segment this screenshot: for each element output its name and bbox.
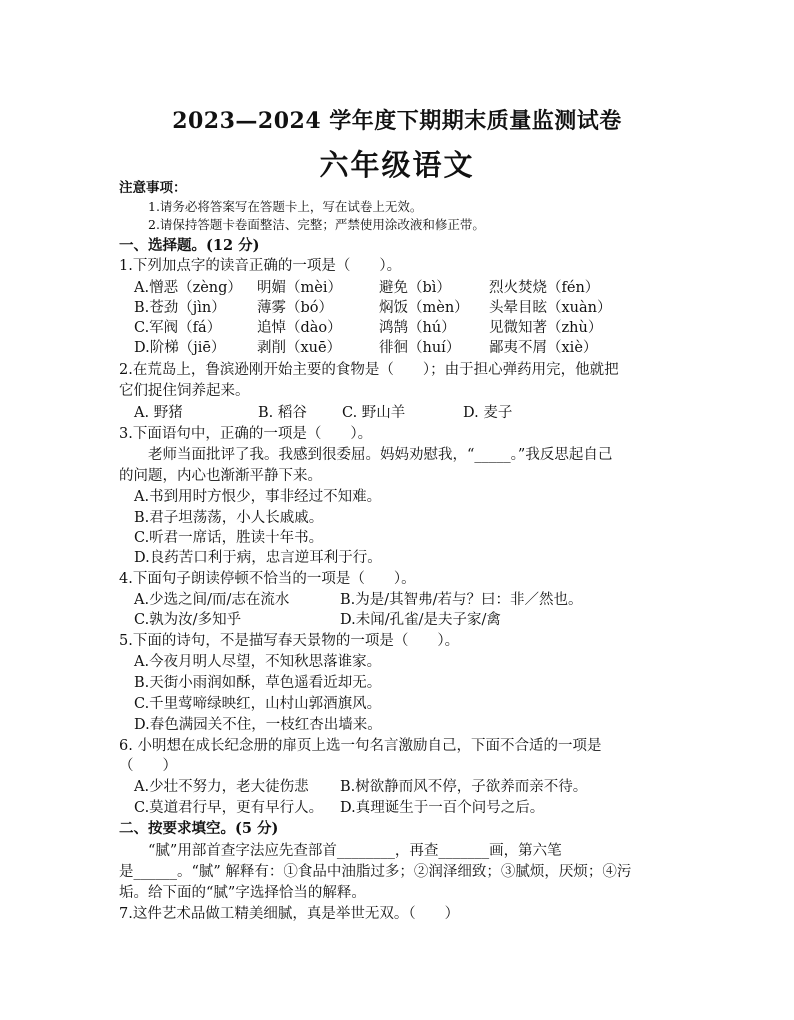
section2-text: 是______。“腻” 解释有：①食品中油脂过多；②润泽细致；③腻烦，厌烦；④污 — [119, 864, 632, 880]
q1-word: 头晕目眩（xuàn） — [489, 300, 612, 316]
q1-word: A.憎恶（zèng） — [134, 280, 242, 296]
q3-option: C.听君一席话，胜读十年书。 — [134, 530, 324, 546]
q3-passage: 老师当面批评了我。我感到很委屈。妈妈劝慰我，“_____。”我反思起自己 — [148, 447, 613, 463]
q3-option: A.书到用时方恨少，事非经过不知难。 — [134, 489, 382, 505]
q2-option: C. 野山羊 — [342, 405, 406, 421]
q2-options — [134, 403, 694, 423]
q1-word: 剥削（xuē） — [257, 340, 342, 356]
q1-word: C.军阀（fá） — [134, 320, 222, 336]
q4-options — [134, 590, 694, 610]
q5-option: A.今夜月明人尽望，不知秋思落谁家。 — [134, 654, 382, 670]
section1-heading: 一、选择题。(12 分) — [119, 237, 260, 254]
section2-text: “腻”用部首查字法应先查部首________，再查_______画，第六笔 — [148, 843, 562, 859]
q6-option: B.树欲静而风不停，子欲养而亲不待。 — [340, 779, 588, 795]
note-item: 1.请务必将答案写在答题卡上，写在试卷上无效。 — [148, 199, 423, 214]
q1-word: 焖饭（mèn） — [379, 300, 469, 316]
section2-heading: 二、按要求填空。(5 分) — [119, 820, 279, 837]
q3-stem: 3.下面语句中，正确的一项是（ ）。 — [119, 426, 373, 442]
q1-word: 明媚（mèi） — [257, 280, 342, 296]
q2-option: B. 稻谷 — [258, 405, 307, 421]
q2-stem: 它们捉住饲养起来。 — [119, 383, 250, 399]
q1-word: 追悼（dào） — [257, 320, 342, 336]
q1-word: 鄙夷不屑（xiè） — [489, 340, 598, 356]
q6-options — [134, 798, 694, 818]
q4-option: C.孰为汝/多知乎 — [134, 612, 242, 628]
q3-option: B.君子坦荡荡，小人长戚戚。 — [134, 510, 324, 526]
notes-heading: 注意事项： — [119, 180, 187, 196]
q1-word: 徘徊（huí） — [379, 340, 461, 356]
q2-stem: 2.在荒岛上，鲁滨逊刚开始主要的食物是（ ）；由于担心弹药用完，他就把 — [119, 362, 619, 378]
q5-option: C.千里莺啼绿映红，山村山郭酒旗风。 — [134, 696, 382, 712]
q5-option: B.天街小雨润如酥，草色遥看近却无。 — [134, 675, 382, 691]
q2-option: D. 麦子 — [463, 405, 513, 421]
q1-option-row — [134, 278, 694, 298]
q6-stem: （ ） — [119, 758, 177, 774]
q3-passage: 的问题，内心也渐渐平静下来。 — [119, 468, 322, 484]
q4-option: D.未闻/孔雀/是夫子家/禽 — [340, 612, 501, 628]
q1-word: 见微知著（zhù） — [489, 320, 603, 336]
q1-word: 烈火焚烧（fén） — [489, 280, 600, 296]
exam-subtitle: 六年级语文 — [319, 148, 475, 182]
q4-option: A.少选之间/而/志在流水 — [134, 592, 290, 608]
q1-word: B.苍劲（jìn） — [134, 300, 226, 316]
q4-options — [134, 610, 694, 630]
q7-stem: 7.这件艺术品做工精美细腻，真是举世无双。（ ） — [119, 906, 460, 922]
note-item: 2.请保持答题卡卷面整洁、完整；严禁使用涂改液和修正带。 — [148, 217, 485, 232]
q2-option: A. 野猪 — [134, 405, 183, 421]
q5-option: D.春色满园关不住，一枝红杏出墙来。 — [134, 717, 382, 733]
q5-stem: 5.下面的诗句，不是描写春天景物的一项是（ ）。 — [119, 633, 460, 649]
q1-option-row — [134, 318, 694, 338]
q1-stem: 1.下列加点字的读音正确的一项是（ ）。 — [119, 258, 402, 274]
q6-option: D.真理诞生于一百个问号之后。 — [340, 800, 545, 816]
q1-word: 避免（bì） — [379, 280, 451, 296]
q1-option-row — [134, 338, 694, 358]
q3-option: D.良药苦口利于病，忠言逆耳利于行。 — [134, 550, 382, 566]
q1-word: 鸿鹄（hú） — [379, 320, 456, 336]
q1-word: D.阶梯（jiē） — [134, 340, 226, 356]
q6-stem: 6. 小明想在成长纪念册的扉页上选一句名言激励自己，下面不合适的一项是 — [119, 738, 602, 754]
q6-option: A.少壮不努力，老大徒伤悲 — [134, 779, 309, 795]
section2-text: 垢。给下面的“腻”字选择恰当的解释。 — [119, 885, 366, 901]
q4-option: B.为是/其智弗/若与？曰：非／然也。 — [340, 592, 583, 608]
q4-stem: 4.下面句子朗读停顿不恰当的一项是（ ）。 — [119, 571, 416, 587]
q6-options — [134, 777, 694, 797]
exam-title: 2023—2024 学年度下期期末质量监测试卷 — [172, 108, 622, 134]
q1-option-row — [134, 298, 694, 318]
q1-word: 薄雾（bó） — [257, 300, 334, 316]
q6-option: C.莫道君行早，更有早行人。 — [134, 800, 324, 816]
